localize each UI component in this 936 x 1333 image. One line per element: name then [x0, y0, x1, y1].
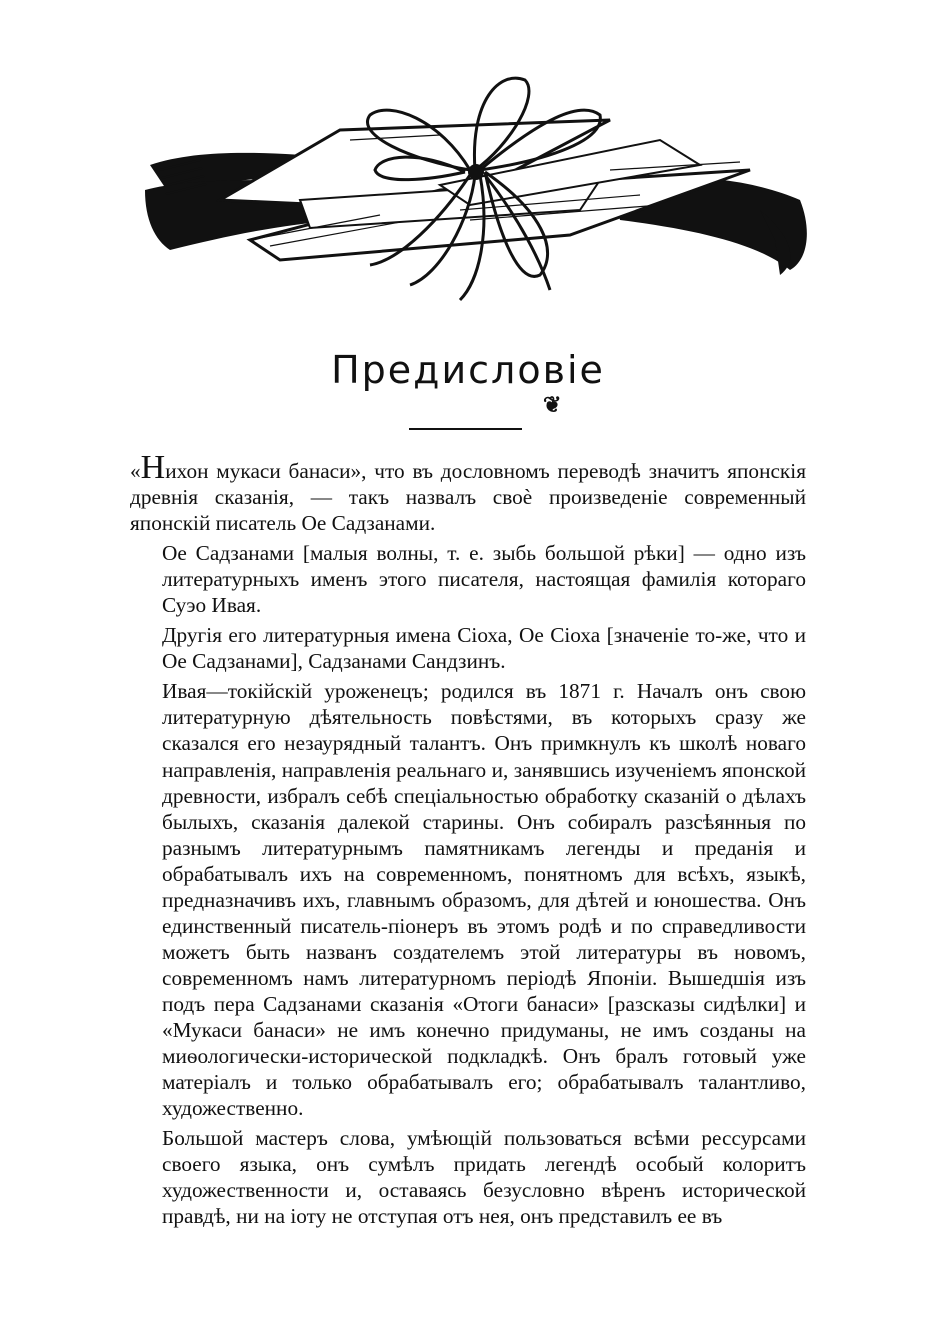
scroll-bundle-ornament	[140, 60, 820, 310]
page-title: Предисловіе	[331, 348, 605, 392]
paragraph: Ивая—токійскій уроженецъ; родился въ 1871 г. Началъ онъ свою литературную дѣятельность повѣстями, въ которыхъ сразу же сказался его незаурядный талантъ. Онъ примкнулъ къ школѣ новаго направленія, направленія реальнаго и, занявшись изученіемъ японской древности, избралъ себѣ спеціальностью обработку сказаній о дѣлахъ былыхъ, сказанія далекой старины. Онъ собиралъ разсѣянныя по разнымъ литературнымъ памятникамъ легенды и преданія и обрабатывалъ ихъ на современномъ, понятномъ для всѣхъ, языкѣ, предназначивъ ихъ, главнымъ образомъ, для дѣтей и юношества. Онъ единственный писатель-піонеръ въ этомъ родѣ и по справедливости можетъ быть названъ создателемъ этой литературы въ новомъ, современномъ намъ литературномъ періодѣ Японіи. Вышедшія изъ подъ пера Садзанами сказанія «Отоги банаси» [разсказы сидѣлки] и «Мукаси банаси» не имъ конечно придуманы, не имъ созданы на миѳологически-исторической подкладкѣ. Онъ бралъ готовый уже матеріалъ и только обрабатывалъ его; обрабатывалъ талантливо, художественно.	[162, 679, 806, 1121]
paragraph: Другія его литературныя имена Сіоха, Ое Сіоха [значеніе то-же, что и Ое Садзанами], Садзанами Сандзинъ.	[162, 623, 806, 674]
drop-cap: Н	[140, 449, 166, 486]
fleuron-icon: ❦	[543, 392, 562, 418]
paragraph: «Нихон мукаси банаси», что въ дословномъ переводѣ значитъ японскія древнія сказанія, — такъ назвалъ своѐ произведеніе современный японскій писатель Ое Садзанами.	[130, 449, 806, 536]
body-text	[130, 449, 806, 1229]
paragraph: Большой мастеръ слова, умѣющій пользоваться всѣми рессурсами своего языка, онъ сумѣлъ придать легендѣ особый колоритъ художественности и, оставаясь безусловно вѣренъ исторической правдѣ, ни на іоту не отступая отъ нея, онъ представилъ ее въ	[162, 1126, 806, 1229]
paragraph: Ое Садзанами [малыя волны, т. е. зыбь большой рѣки] — одно изъ литературныхъ именъ этого писателя, настоящая фамилія котораго Суэо Ивая.	[162, 541, 806, 618]
title-divider	[409, 428, 522, 430]
